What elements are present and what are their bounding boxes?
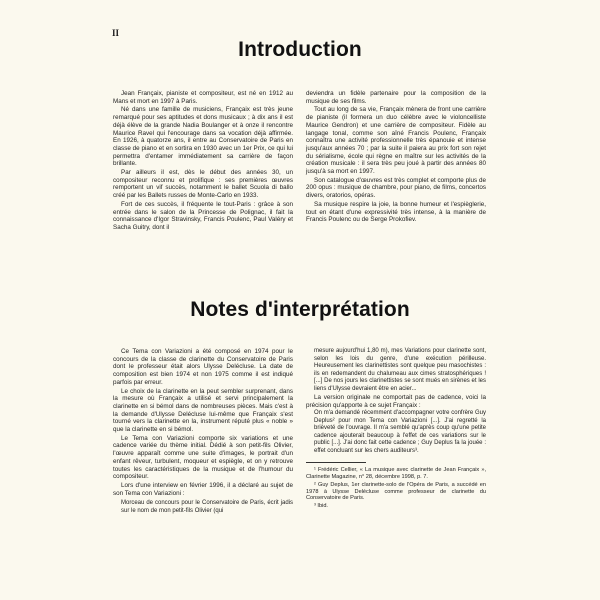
intro-paragraph: Par ailleurs il est, dès le début des années 30, un compositeur reconnu et prolifique : ses premières œuvres remportent un vif succès, notamment le ballet Scuola di ballo créé par les Ballets russes de Monte-Carlo en 1933. (113, 169, 293, 200)
notes-paragraph: La version originale ne comportait pas de cadence, voici la précision qu'apporte à ce sujet Françaix : (306, 394, 486, 409)
footnote: ¹ Frédéric Cellier, « La musique avec clarinette de Jean Françaix », Clarinette Magazine, n° 28, décembre 1998, p. 7. (306, 467, 486, 481)
notes-right-column (306, 348, 486, 510)
notes-left-column (113, 348, 293, 515)
quote-text: Morceau de concours pour le Conservatoire de Paris, écrit jadis sur le nom de mon petit-fils Olivier (qui (121, 500, 293, 514)
footnote-divider (306, 462, 366, 463)
notes-paragraph: Ce Tema con Variazioni a été composé en 1974 pour le concours de la classe de clarinette du Conservatoire de Paris dont le professeur était alors Ulysse Delécluse. La date de composition est bien 1974 et non 1975 comme il est indiqué parfois par erreur. (113, 348, 293, 386)
interview-quote-continued (306, 348, 486, 393)
introduction-heading: Introduction (238, 38, 362, 61)
intro-paragraph: Sa musique respire la joie, la bonne humeur et l'espièglerie, tout en étant d'une expressivité très intense, à la manière de Francis Poulenc ou de Serge Prokofiev. (306, 200, 486, 224)
notes-paragraph: Lors d'une interview en février 1996, il a déclaré au sujet de son Tema con Variazioni : (113, 481, 293, 497)
intro-left-column (113, 90, 293, 232)
footnote: ² Guy Deplus, 1er clarinette-solo de l'Opéra de Paris, a succédé en 1978 à Ulysse Delécluse comme professeur de clarinette du Conservatoire de Paris. (306, 481, 486, 502)
page-number: II (112, 28, 120, 38)
intro-paragraph: Né dans une famille de musiciens, Françaix est très jeune remarqué pour ses aptitudes et dons musicaux ; à dix ans il est déjà élève de la grande Nadia Boulanger et à onze il rencontre Maurice Ravel qui l'encourage dans sa vocation déjà affirmée. En 1926, à quatorze ans, il entre au Conservatoire de Paris en classe de piano et en sortira en 1930 avec un 1er Prix, ce qui lui permettra d'entamer immédiatement sa carrière de façon brillante. (113, 106, 293, 168)
quote-text: On m'a demandé récemment d'accompagner votre confrère Guy Deplus² pour mon Tema con Variazioni [...]. J'ai regretté la brièveté de l'ouvrage. Il m'a semblé qu'après coup qu'une petite cadence ajouterait beaucoup à l'effet de ces variations sur le public [...]. J'ai donc fait cette cadence ; Guy Deplus fa la jouée : effet concluant sur les chers auditeurs³. (314, 410, 486, 454)
quote-text: mesure aujourd'hui 1,80 m), mes Variations pour clarinette sont, selon les lois du genre, d'une exécution périlleuse. Heureusement les clarinettistes sont quelque peu masochistes : ils en redemandent du chalumeau aux cimes stratosphériques ! [...] De nos jours les clarinettistes se sont mués en sirènes et les liens d'Ulysse devraient être en acier... (314, 348, 486, 392)
intro-paragraph: Fort de ces succès, il fréquente le tout-Paris : grâce à son entrée dans le salon de la Princesse de Polignac, il fait la connaissance d'Igor Stravinsky, Francis Poulenc, Paul Valéry et Sacha Guitry, dont il (113, 200, 293, 231)
footnote: ³ Ibid. (314, 502, 328, 509)
footnotes (306, 467, 486, 509)
intro-right-column (306, 90, 486, 224)
notes-paragraph: Le Tema con Variazioni comporte six variations et une cadence variée du thème initial. Dédié à son petit-fils Olivier, l'œuvre apparaît comme une suite d'images, le portrait d'un enfant rêveur, turbulent, moqueur et espiègle, et on y retrouve toutes les caractéristiques de la musique et de l'humour du compositeur. (113, 434, 293, 481)
intro-paragraph: Tout au long de sa vie, Françaix mènera de front une carrière de pianiste (il formera un duo célèbre avec le violoncelliste Maurice Gendron) et une carrière de compositeur. Fidèle au langage tonal, comme son aîné Francis Poulenc, Françaix connaîtra une activité professionnelle très épanouie et intense jusqu'aux années 70 ; par la suite il paiera au prix fort son rejet du sérialisme, école qui règne en maître sur les activités de la création musicale : il sera très peu joué à partir des années 80 jusqu'à sa mort en 1997. (306, 106, 486, 176)
notes-paragraph: Le choix de la clarinette en la peut sembler surprenant, dans la mesure où Françaix a utilisé et servi principalement la clarinette en si bémol dans de nombreuses pièces. Mais c'est à la demande d'Ulysse Delécluse lui-même que Françaix s'est tourné vers la clarinette en la, instrument réputé plus « noble » que la clarinette en si bémol. (113, 387, 293, 434)
intro-paragraph: Son catalogue d'œuvres est très complet et comporte plus de 200 opus : musique de chambre, pour piano, de films, concertos divers, oratorios, opéras. (306, 176, 486, 200)
intro-paragraph: deviendra un fidèle partenaire pour la composition de la musique de ses films. (306, 90, 486, 105)
cadence-quote (306, 410, 486, 455)
notes-heading: Notes d'interprétation (190, 298, 410, 321)
intro-paragraph: Jean Françaix, pianiste et compositeur, est né en 1912 au Mans et mort en 1997 à Paris. (113, 90, 293, 105)
interview-quote (113, 500, 293, 515)
